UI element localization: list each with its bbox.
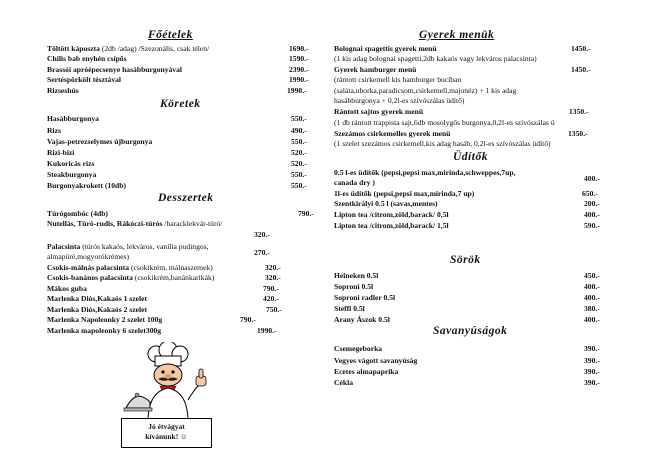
section-title-koretek: Köretek <box>160 98 201 110</box>
item-price: 550.- <box>291 137 307 146</box>
menu-item <box>47 219 222 228</box>
item-name: Csokis-málnás palacsinta <box>47 263 130 272</box>
item-name: Steffl 0.5l <box>334 304 365 313</box>
item-price: 1990.- <box>257 326 277 335</box>
item-name: Cékla <box>334 378 353 387</box>
item-price: 790.- <box>263 284 279 293</box>
item-desc: (rántott csirkemell kis hamburger bucíban <box>334 75 462 84</box>
item-name: Marlenka Napoleonky 2 szelet 100g <box>47 315 163 324</box>
item-name: Marlenka Diós,Kakaós 2 szelet <box>47 305 147 314</box>
item-price: 400.- <box>584 210 600 219</box>
item-price: 550.- <box>291 181 307 190</box>
item-price: 390.- <box>584 356 600 365</box>
menu-item <box>47 242 209 251</box>
item-name: Arany Ászok 0.5l <box>334 315 390 324</box>
item-price: 790.- <box>298 209 314 218</box>
bubble-line-2: kívánunk! ☺ <box>145 432 188 441</box>
item-price: 400.- <box>584 293 600 302</box>
speech-bubble <box>121 418 212 448</box>
item-price: 1990.- <box>287 86 307 95</box>
item-name: Marlenka Diós,Kakaós 1 szelet <box>47 294 147 303</box>
item-price: 520.- <box>291 148 307 157</box>
item-name: Rizi-bizi <box>47 148 75 157</box>
menu-item <box>47 44 209 53</box>
item-price: 1350.- <box>569 107 589 116</box>
item-price: 420.- <box>263 294 279 303</box>
item-price: 400.- <box>584 282 600 291</box>
item-price: 390.- <box>584 378 600 387</box>
item-name: Brassói apróépecsenye hasábburgonyával <box>47 65 183 74</box>
item-price: 320.- <box>265 273 281 282</box>
item-price: 550.- <box>291 170 307 179</box>
item-desc: almapüré,mogyorókrémes) <box>47 252 130 261</box>
item-desc: (csokikrém,banánkarikák) <box>132 273 215 282</box>
item-price: 400.- <box>584 174 600 183</box>
item-price: 550.- <box>291 114 307 123</box>
item-price: 1450.- <box>571 65 591 74</box>
item-price: 590.- <box>584 221 600 230</box>
item-price: 200.- <box>584 199 600 208</box>
item-desc: /baracklekvár-túró/ <box>162 219 223 228</box>
item-price: 1590.- <box>289 54 309 63</box>
item-price: 750.- <box>266 305 282 314</box>
item-price: 1450.- <box>571 44 591 53</box>
item-name: Csemegeborka <box>334 344 383 353</box>
item-price: 270.- <box>254 248 270 257</box>
item-name: Heineken 0.5l <box>334 271 379 280</box>
menu-item <box>47 263 213 272</box>
item-name: Palacsinta <box>47 242 81 251</box>
item-name: Rizseshús <box>47 86 79 95</box>
item-name: Ecetes almapaprika <box>334 367 399 376</box>
item-price: 1350.- <box>568 129 588 138</box>
item-name: Lipton tea /citrom,zöld,barack/ 0,5l <box>334 210 449 219</box>
menu-item <box>47 273 214 282</box>
item-name: Steakburgonya <box>47 170 97 179</box>
item-price: 450.- <box>584 271 600 280</box>
item-desc: (csokikrém, málnaszemek) <box>129 263 213 272</box>
item-name: Nutellás, Túró-rudis, Rákóczi-túrós <box>47 219 163 228</box>
item-name: Rántott sajtos gyerek menü <box>334 107 424 116</box>
item-desc: hasábburgonya + 0,2l-es szívószálas üdítő) <box>334 96 465 105</box>
item-name: Soproni 0.5l <box>334 282 374 291</box>
item-name: Kukoricás rizs <box>47 159 95 168</box>
item-price: 390.- <box>584 344 600 353</box>
section-title-gyerek: Gyerek menük <box>419 29 495 41</box>
item-name: Vegyes vágott savanyúság <box>334 356 418 365</box>
item-name: Hasábburgonya <box>47 114 99 123</box>
item-name: Túrógombóc (4db) <box>47 209 108 218</box>
item-price: 400.- <box>584 315 600 324</box>
item-name: Mákos guba <box>47 284 87 293</box>
item-name: Soproni radler 0.5l <box>334 293 396 302</box>
item-desc: (túrós kakaós, lekváros, vanília pudingos, <box>80 242 209 251</box>
item-name: Szezámos csirkemelles gyerek menü <box>334 129 451 138</box>
chef-illustration <box>122 342 222 422</box>
item-price: 1690.- <box>289 44 309 53</box>
item-desc: (1 kis adag bolognai spagetti,2db kakaós vagy lekváros palacsinta) <box>334 54 537 63</box>
item-name: Marlenka mapoleonky 6 szelet300g <box>47 326 162 335</box>
item-desc: (1 szelet szezámos csirkemell,kis adag hasáb, 0,2l-es szívószálas üdítő) <box>334 139 551 148</box>
item-name: 0.5 l-es üdítők (pepsi,pepsi max,mirinda,schweppes,7up, <box>334 168 516 177</box>
section-title-desszertek: Desszertek <box>158 192 214 204</box>
item-name: Lipton tea /citrom,zöld,barack/ 1,5l <box>334 221 449 230</box>
item-name: 1l-es üdítők (pepsi,pepsi max,mirinda,7 up) <box>334 189 475 198</box>
item-price: 380.- <box>584 304 600 313</box>
item-name: Bolognai spagettis gyerek menü <box>334 44 437 53</box>
item-price: 390.- <box>584 367 600 376</box>
item-price: 520.- <box>291 159 307 168</box>
item-price: 320.- <box>254 230 270 239</box>
item-name: Sertéspörkölt tésztával <box>47 75 122 84</box>
item-name: Chilis bab enyhén csípős <box>47 54 127 63</box>
item-price: 2390.- <box>289 65 309 74</box>
item-name: canada dry ) <box>334 178 375 187</box>
item-name: Szentkirályi 0.5 l (savas,mentes) <box>334 199 438 208</box>
item-name: Burgonyakrokett (10db) <box>47 181 126 190</box>
item-name: Rizs <box>47 126 61 135</box>
section-title-uditok: Üdítők <box>453 151 488 163</box>
item-price: 320.- <box>265 263 281 272</box>
bubble-line-1: Jó étvágyat <box>148 422 185 431</box>
section-title-sorok: Sörök <box>450 254 481 266</box>
section-title-fotelek: Főételek <box>148 29 193 41</box>
chef-hat-icon <box>148 342 188 366</box>
item-price: 790.- <box>240 315 256 324</box>
item-price: 490.- <box>291 126 307 135</box>
item-price: 1990.- <box>289 75 309 84</box>
cloche-icon <box>124 393 152 411</box>
item-name: Vajas-petrezselymes újburgonya <box>47 137 153 146</box>
thumbs-up-icon <box>188 369 206 400</box>
item-name: Gyerek hamburger menü <box>334 65 417 74</box>
item-desc: (saláta,uborka,paradicsom,csirkemell,majonéz) + 1 kis adag <box>334 86 517 95</box>
item-desc: (1 db rántott trappista sajt,6db mosolygős burgonya,0,2l-es szívószálas ü <box>334 118 555 127</box>
item-name: Töltött káposzta <box>47 44 100 53</box>
item-name: Csokis-banános palacsinta <box>47 273 133 282</box>
section-title-savanyusagok: Savanyúságok <box>433 325 508 337</box>
item-price: 650.- <box>582 189 598 198</box>
item-desc: (2db /adag) /Szezonális, csak télen/ <box>99 44 210 53</box>
